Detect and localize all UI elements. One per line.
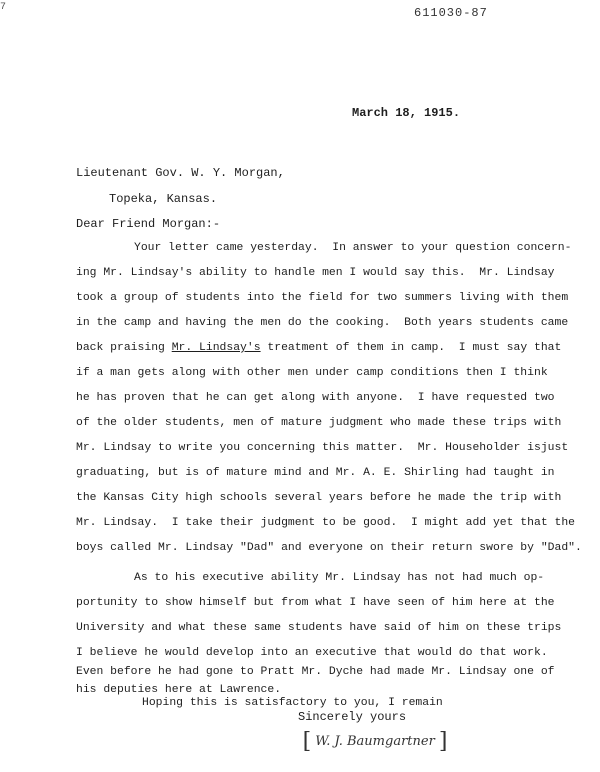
body-line: I believe he would develop into an executive that would do that work. [76, 647, 548, 659]
body-line: if a man gets along with other men under camp conditions then I think [76, 367, 548, 379]
body-line: Even before he had gone to Pratt Mr. Dyche had made Mr. Lindsay one of [76, 666, 555, 678]
body-line: boys called Mr. Lindsay "Dad" and everyone on their return swore by "Dad". [76, 542, 582, 554]
body-line: ing Mr. Lindsay's ability to handle men I would say this. Mr. Lindsay [76, 267, 555, 279]
body-line: Mr. Lindsay. I take their judgment to be good. I might add yet that the [76, 517, 575, 529]
body-line: Hoping this is satisfactory to you, I remain [142, 697, 443, 709]
body-line [76, 342, 561, 354]
body-line: the Kansas City high schools several years before he made the trip with [76, 492, 562, 504]
body-line: Your letter came yesterday. In answer to your question concern- [134, 242, 572, 254]
signature-bracket-right: ] [438, 728, 448, 754]
body-line: took a group of students into the field for two summers living with them [76, 292, 569, 304]
document-id: 611030-87 [414, 6, 488, 20]
salutation: Dear Friend Morgan:- [76, 217, 221, 231]
recipient-line-1: Lieutenant Gov. W. Y. Morgan, [76, 166, 285, 180]
body-line: he has proven that he can get along with anyone. I have requested two [76, 392, 555, 404]
body-line: portunity to show himself but from what I have seen of him here at the [76, 597, 555, 609]
signature-bracket-left: [ [302, 728, 312, 754]
body-line: of the older students, men of mature judgment who made these trips with [76, 417, 562, 429]
body-line: graduating, but is of mature mind and Mr. A. E. Shirling had taught in [76, 467, 555, 479]
signature [280, 726, 470, 756]
body-line: his deputies here at Lawrence. [76, 684, 282, 696]
body-line: Mr. Lindsay to write you concerning this matter. Mr. Householder isjust [76, 442, 569, 454]
signature-text: W. J. Baumgartner [315, 733, 435, 749]
recipient-line-2: Topeka, Kansas. [109, 192, 218, 206]
body-text: back praising [76, 342, 172, 354]
closing: Sincerely yours [298, 710, 407, 724]
body-line: As to his executive ability Mr. Lindsay has not had much op- [134, 572, 545, 584]
body-line: in the camp and having the men do the cooking. Both years students came [76, 317, 569, 329]
underlined-name: Mr. Lindsay's [171, 342, 261, 354]
letter-date: March 18, 1915. [352, 106, 461, 120]
body-text: treatment of them in camp. I must say that [260, 342, 562, 354]
body-line: University and what these same students have said of him on these trips [76, 622, 562, 634]
corner-mark: 7 [0, 2, 7, 13]
